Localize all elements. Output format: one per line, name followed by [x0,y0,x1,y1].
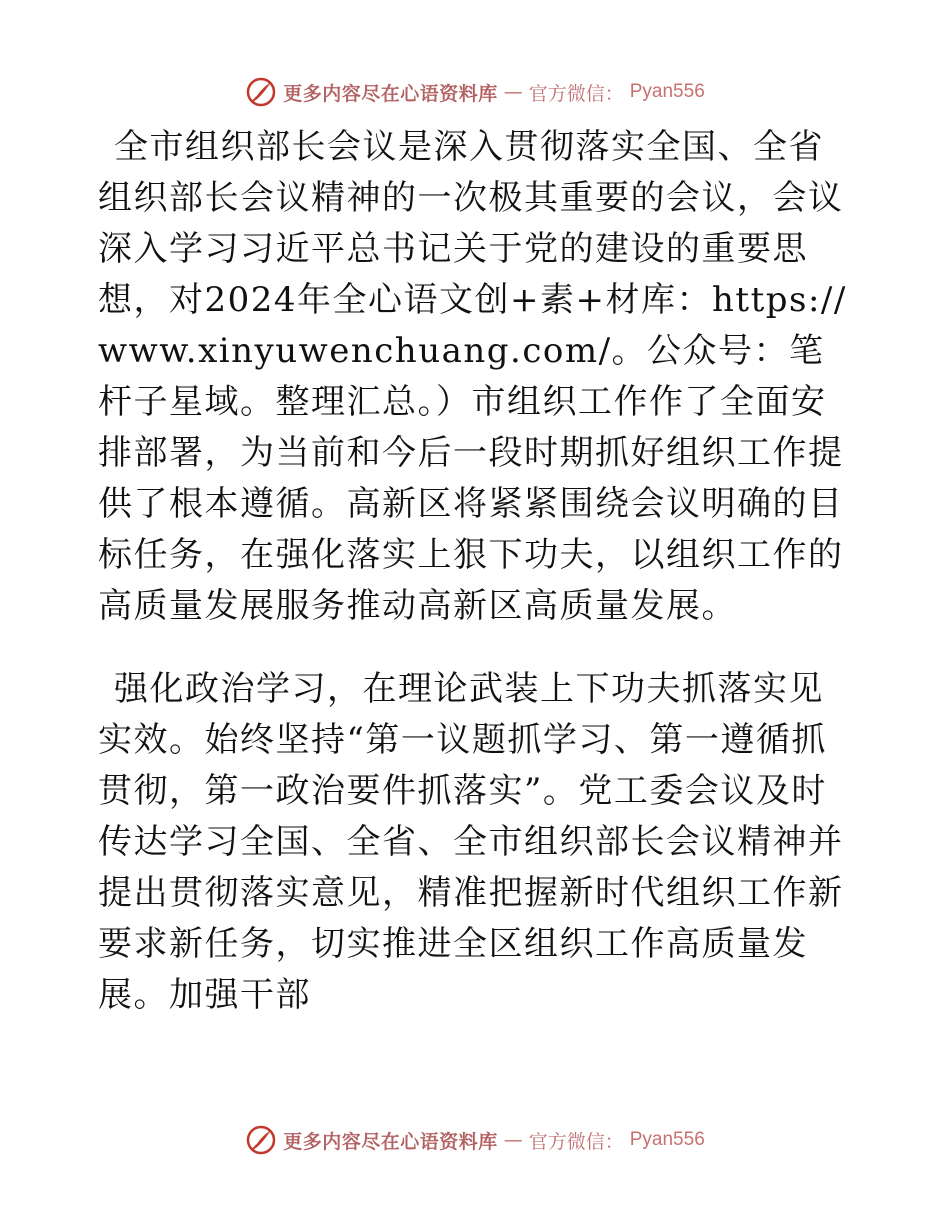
header-banner-content [245,76,705,108]
header-wechat-label: 官方微信： [528,82,624,105]
quill-logo-icon [245,76,277,108]
header-banner-text: 更多内容尽在心语资料库 [283,82,498,105]
header-wechat-id: Pyan556 [629,81,705,102]
footer-banner-content [245,1124,705,1156]
footer-banner-separator: — [503,1129,523,1151]
header-banner-separator: — [503,81,523,103]
header-banner [0,72,950,112]
body-paragraph-1: 全市组织部长会议是深入贯彻落实全国、全省组织部长会议精神的一次极其重要的会议，会议深入学习习近平总书记关于党的建设的重要思想，对2024年全心语文创+素+材库：https://www.xinyuwenchuang.com/。公众号：笔杆子星域。整理汇总。）市组织工作作了全面安排部署，为当前和今后一段时期抓好组织工作提供了根本遵循。高新区将紧紧围绕会议明确的目标任务，在强化落实上狠下功夫，以组织工作的高质量发展服务推动高新区高质量发展。 [98,127,847,626]
quill-logo-icon [245,1124,277,1156]
footer-banner-text: 更多内容尽在心语资料库 [283,1130,498,1153]
footer-wechat-label: 官方微信： [528,1130,624,1153]
footer-banner [0,1120,950,1160]
footer-wechat-id: Pyan556 [629,1129,705,1150]
document-body [98,122,858,1021]
body-paragraph-2: 强化政治学习，在理论武装上下功夫抓落实见实效。始终坚持“第一议题抓学习、第一遵循抓贯彻，第一政治要件抓落实”。党工委会议及时传达学习全国、全省、全市组织部长会议精神并提出贯彻落实意见，精准把握新时代组织工作新要求新任务，切实推进全区组织工作高质量发展。加强干部 [98,669,844,1015]
